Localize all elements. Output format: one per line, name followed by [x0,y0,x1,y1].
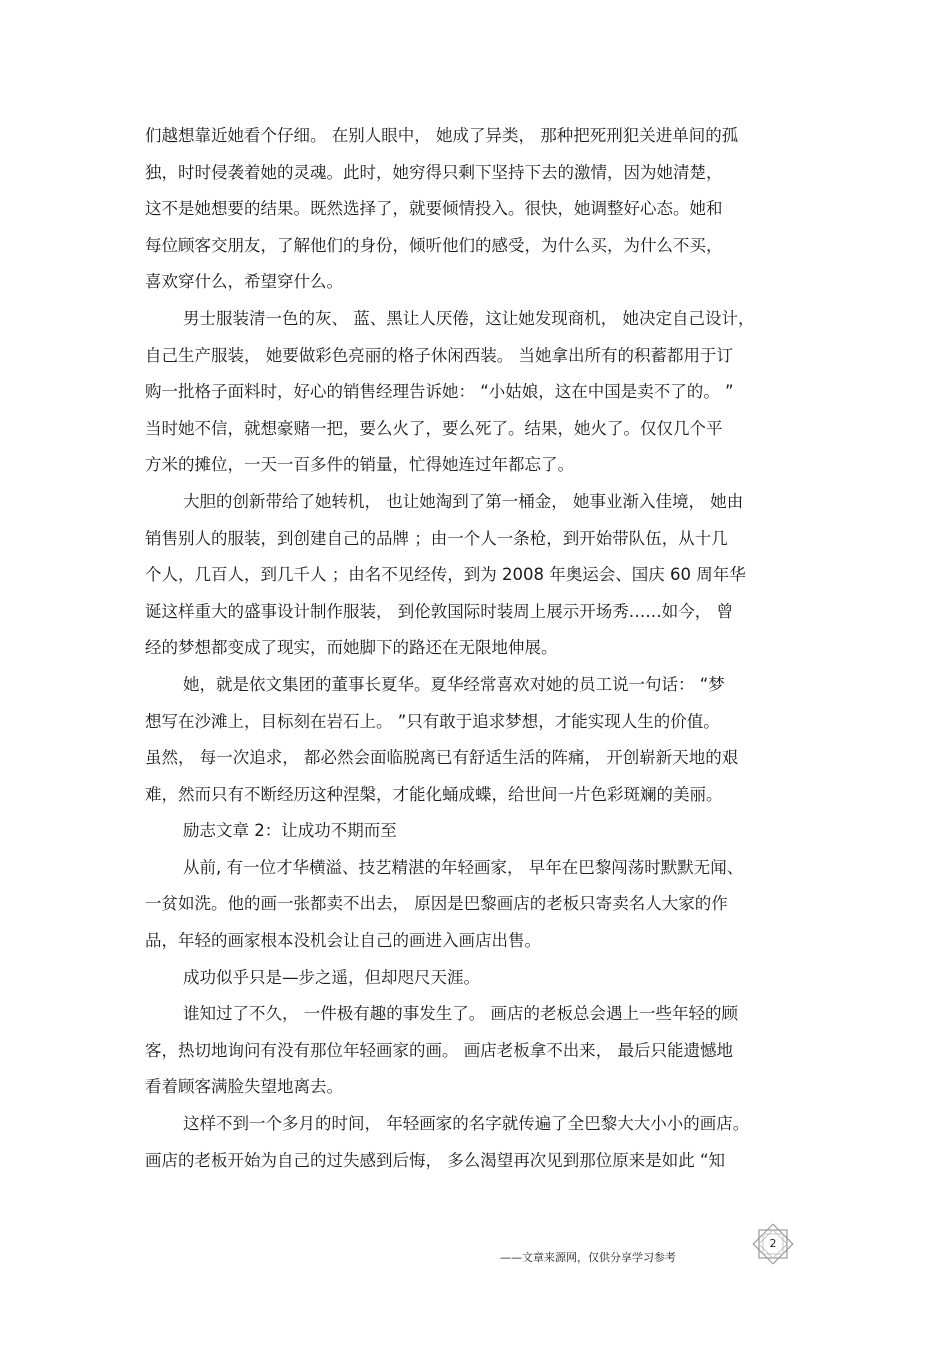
text-line: 谁知过了不久， 一件极有趣的事发生了。 画店的老板总会遇上一些年轻的顾 [183,1004,738,1024]
text-line: 虽然， 每一次追求， 都必然会面临脱离已有舒适生活的阵痛， 开创崭新天地的艰 [145,748,739,768]
text-line: 喜欢穿什么，希望穿什么。 [145,272,343,292]
text-line: 自己生产服装， 她要做彩色亮丽的格子休闲西装。 当她拿出所有的积蓄都用于订 [145,345,733,365]
page-number-badge [748,1222,798,1266]
text-line: 励志文章 2：让成功不期而至 [183,821,397,841]
text-line: 这不是她想要的结果。既然选择了，就要倾情投入。很快，她调整好心态。她和 [145,199,723,219]
text-line: 画店的老板开始为自己的过失感到后悔， 多么渴望再次见到那位原来是如此 “知 [145,1150,726,1170]
text-line: 一贫如洗。他的画一张都卖不出去， 原因是巴黎画店的老板只寄卖名人大家的作 [145,894,728,914]
article-body [145,118,810,1179]
text-line: 诞这样重大的盛事设计制作服装， 到伦敦国际时装周上展示开场秀……如今， 曾 [145,601,733,621]
text-line: 独，时时侵袭着她的灵魂。此时，她穷得只剩下坚持下去的激情，因为她清楚， [145,162,723,182]
text-line: 们越想靠近她看个仔细。 在别人眼中， 她成了异类， 那种把死刑犯关进单间的孤 [145,126,739,145]
text-line: 男士服装清一色的灰、 蓝、黑让人厌倦，这让她发现商机， 她决定自己设计， [183,308,755,328]
page-number: 2 [769,1237,777,1250]
text-line: 方米的摊位，一天一百多件的销量，忙得她连过年都忘了。 [145,455,574,475]
text-line: 这样不到一个多月的时间， 年轻画家的名字就传遍了全巴黎大大小小的画店。 [183,1114,750,1134]
text-line: 经的梦想都变成了现实，而她脚下的路还在无限地伸展。 [145,638,558,658]
text-line: 品，年轻的画家根本没机会让自己的画进入画店出售。 [145,931,541,951]
text-line: 从前, 有一位才华横溢、技艺精湛的年轻画家， 早年在巴黎闯荡时默默无闻、 [183,857,744,877]
source-note: ——文章来源网，仅供分享学习参考 [500,1251,676,1264]
text-line: 看着顾客满脸失望地离去。 [145,1077,343,1097]
text-line: 难，然而只有不断经历这种涅槃，才能化蛹成蝶，给世间一片色彩斑斓的美丽。 [145,784,723,804]
text-line: 个人，几百人，到几千人 ；由名不见经传，到为 2008 年奥运会、国庆 60 周年华 [145,565,746,585]
text-line: 客，热切地询问有没有那位年轻画家的画。 画店老板拿不出来， 最后只能遗憾地 [145,1040,733,1060]
text-line: 成功似乎只是—步之遥，但却咫尺天涯。 [183,967,480,987]
text-line: 她，就是依文集团的董事长夏华。夏华经常喜欢对她的员工说一句话： “梦 [183,674,725,694]
text-line: 购一批格子面料时，好心的销售经理告诉她： “小姑娘，这在中国是卖不了的。 ” [145,382,734,402]
text-line: 想写在沙滩上，目标刻在岩石上。 ”只有敢于追求梦想，才能实现人生的价值。 [145,711,720,731]
text-line: 大胆的创新带给了她转机， 也让她淘到了第一桶金， 她事业渐入佳境， 她由 [183,491,744,511]
text-line: 当时她不信，就想豪赌一把，要么火了，要么死了。结果，她火了。仅仅几个平 [145,418,723,438]
text-line: 每位顾客交朋友，了解他们的身份，倾听他们的感受，为什么买，为什么不买， [145,235,723,255]
text-line: 销售别人的服装，到创建自己的品牌 ；由一个人一条枪，到开始带队伍，从十几 [145,528,728,548]
